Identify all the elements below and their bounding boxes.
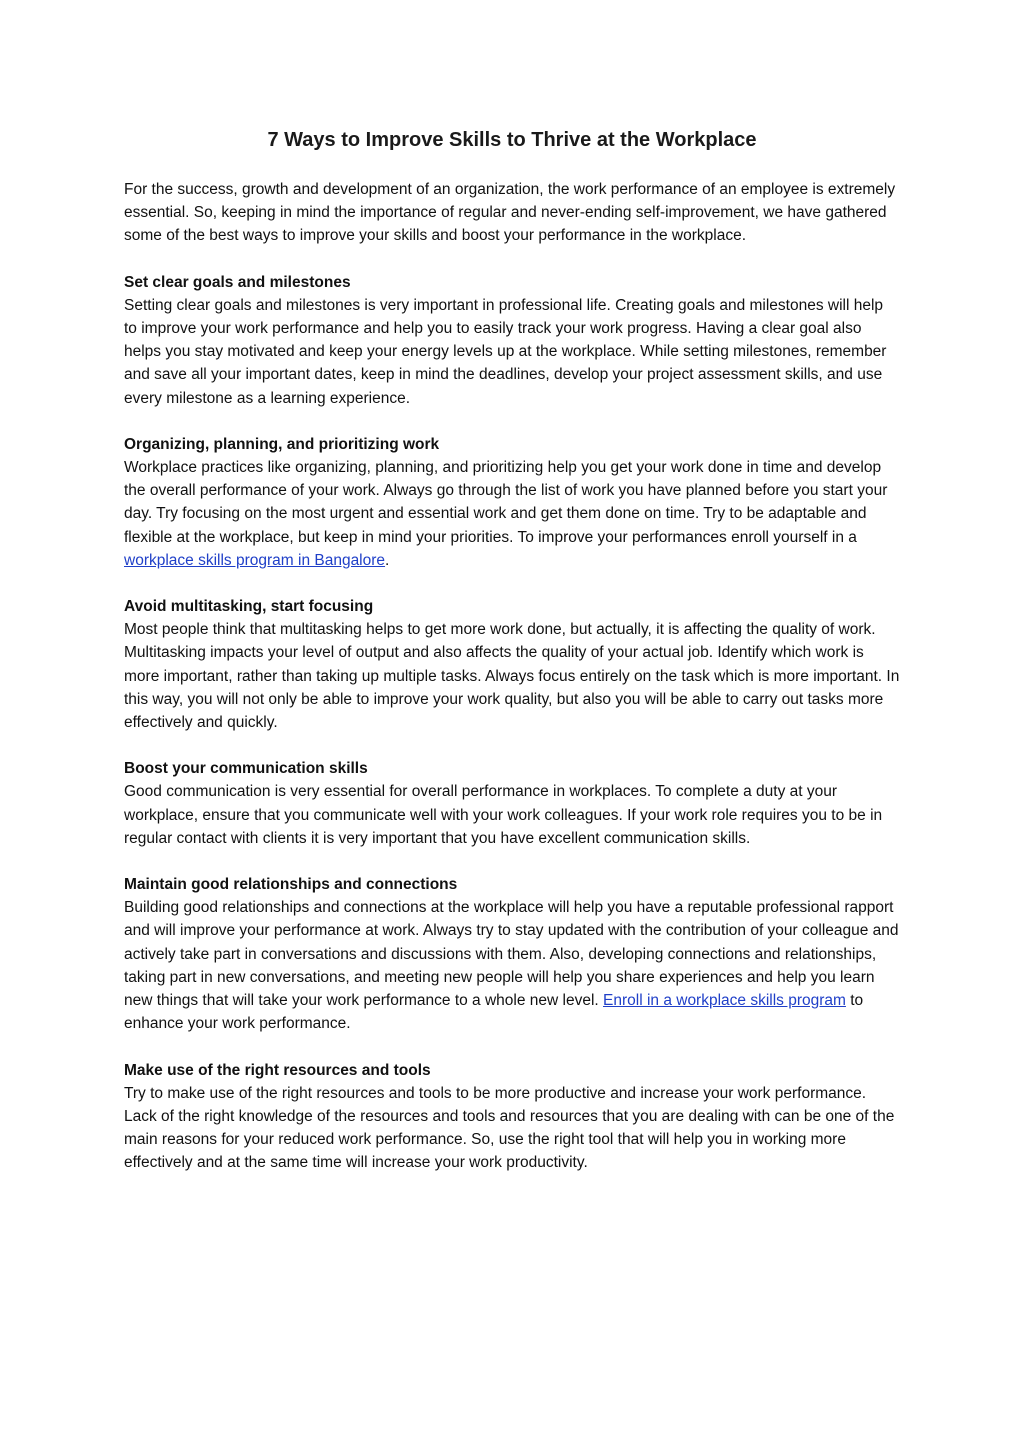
section-body: Try to make use of the right resources and tools to be more productive and increase your work performance. Lack of the right knowledge of the resources and tools and resources that you are dealing with can be one of the main reasons for your reduced work performance. So, use the right tool that will help you in working more effectively and at the same time will increase your work productivity. [124, 1084, 895, 1172]
section-heading: Set clear goals and milestones [124, 273, 351, 291]
section-heading: Avoid multitasking, start focusing [124, 598, 374, 616]
section-body: Good communication is very essential for overall performance in workplaces. To complete a duty at your workplace, ensure that you communicate well with your work colleagues. If your work role requires you to be in regular contact with clients it is very important that you have excellent communication skills. [124, 783, 883, 847]
section-body [124, 456, 900, 572]
section-heading: Organizing, planning, and prioritizing work [124, 435, 440, 453]
section-goals [124, 271, 900, 410]
enroll-skills-program-link[interactable]: Enroll in a workplace skills program [603, 992, 846, 1010]
document-page [124, 126, 900, 1175]
section-body-text: Building good relationships and connections at the workplace will help you have a reputable professional rapport and will improve your performance at work. Always try to stay updated with the contribution of your colleague and actively take part in conversations and discussions with them. Also, developing connections and relationships, taking part in new conversations, and meeting new people will help you share experiences and help you learn new things that will take your work performance to a whole new level. [124, 899, 899, 1010]
section-heading: Make use of the right resources and tools [124, 1061, 431, 1079]
section-body: Most people think that multitasking helps to get more work done, but actually, it is affecting the quality of work. Multitasking impacts your level of output and also affects the quality of your actual job. Identify which work is more important, rather than taking up multiple tasks. Always focus entirely on the task which is more important. In this way, you will not only be able to improve your work quality, but also you will be able to carry out tasks more effectively and quickly. [124, 621, 900, 732]
section-body [124, 896, 900, 1035]
section-body-text-end: . [385, 551, 390, 569]
page-title: 7 Ways to Improve Skills to Thrive at the Workplace [267, 129, 757, 151]
section-body: Setting clear goals and milestones is very important in professional life. Creating goals and milestones will help to improve your work performance and help you to easily track your work progress. Having a clear goal also helps you stay motivated and keep your energy levels up at the workplace. While setting milestones, remember and save all your important dates, keep in mind the deadlines, develop your project assessment skills, and use every milestone as a learning experience. [124, 296, 887, 407]
section-multitasking [124, 595, 900, 734]
section-heading: Maintain good relationships and connections [124, 876, 458, 894]
section-resources [124, 1059, 900, 1175]
section-body-text-end: to enhance your work performance. [124, 992, 864, 1033]
section-communication [124, 757, 900, 850]
workplace-skills-bangalore-link[interactable]: workplace skills program in Bangalore [124, 551, 386, 569]
section-relationships [124, 873, 900, 1035]
intro-paragraph: For the success, growth and development of an organization, the work performance of an employee is extremely essential. So, keeping in mind the importance of regular and never-ending self-improvement, we have gathered some of the best ways to improve your skills and boost your performance in the workplace. [124, 181, 896, 245]
section-heading: Boost your communication skills [124, 760, 368, 778]
section-organizing [124, 433, 900, 572]
section-body-text: Workplace practices like organizing, planning, and prioritizing help you get your work done in time and develop the overall performance of your work. Always go through the list of work you have planned before you start your day. Try focusing on the most urgent and essential work and get them done on time. Try to be adaptable and flexible at the workplace, but keep in mind your priorities. To improve your performances enroll yourself in a [124, 459, 888, 546]
